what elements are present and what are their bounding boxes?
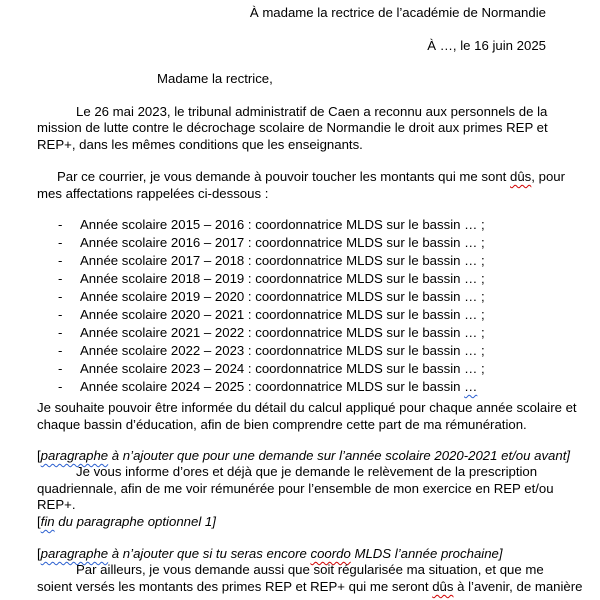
- grammar-check-word: paragraphe: [40, 546, 109, 561]
- para2-line: mes affectations rappelées ci-dessous :: [37, 186, 269, 201]
- grammar-check-word: fin: [40, 514, 55, 529]
- list-item: - Année scolaire 2023 – 2024 : coordonnatrice MLDS sur le bassin … ;: [58, 361, 485, 376]
- para3-line: Je souhaite pouvoir être informée du détail du calcul appliqué pour chaque année scolaire et: [37, 400, 577, 415]
- optional2-line: Par ailleurs, je vous demande aussi que soit régularisée ma situation, et que me: [76, 562, 544, 577]
- list-item: - Année scolaire 2015 – 2016 : coordonnatrice MLDS sur le bassin … ;: [58, 217, 485, 232]
- optional2-line: soient versés les montants des primes REP et REP+ qui me seront dûs à l’avenir, de manière: [37, 579, 583, 594]
- spellcheck-word: dûs: [432, 579, 454, 594]
- para1-line: mission de lutte contre le décrochage scolaire de Normandie le droit aux primes REP et: [37, 120, 548, 135]
- list-item: - Année scolaire 2024 – 2025 : coordonnatrice MLDS sur le bassin …: [58, 379, 478, 394]
- list-item: - Année scolaire 2017 – 2018 : coordonnatrice MLDS sur le bassin … ;: [58, 253, 485, 268]
- list-item: - Année scolaire 2021 – 2022 : coordonnatrice MLDS sur le bassin … ;: [58, 325, 485, 340]
- list-item: - Année scolaire 2018 – 2019 : coordonnatrice MLDS sur le bassin … ;: [58, 271, 485, 286]
- list-item: - Année scolaire 2019 – 2020 : coordonnatrice MLDS sur le bassin … ;: [58, 289, 485, 304]
- salutation: Madame la rectrice,: [157, 71, 273, 86]
- list-item: - Année scolaire 2020 – 2021 : coordonnatrice MLDS sur le bassin … ;: [58, 307, 485, 322]
- optional1-header: [paragraphe à n’ajouter que pour une demande sur l’année scolaire 2020-2021 et/ou avant]: [37, 448, 571, 463]
- place-date-line: À …, le 16 juin 2025: [427, 38, 546, 53]
- optional2-header: [paragraphe à n’ajouter que si tu seras encore coordo MLDS l’année prochaine]: [37, 546, 503, 561]
- optional1-footer: [fin du paragraphe optionnel 1]: [37, 514, 216, 529]
- para1-line: REP+, dans les mêmes conditions que les enseignants.: [37, 137, 363, 152]
- para3-line: chaque bassin d’éducation, afin de bien comprendre cette part de ma rémunération.: [37, 417, 527, 432]
- spellcheck-word: coordo: [310, 546, 351, 561]
- para2-line: Par ce courrier, je vous demande à pouvoir toucher les montants qui me sont dûs, pour: [57, 169, 566, 184]
- grammar-check-mark: …: [464, 379, 478, 394]
- spellcheck-word: dûs: [510, 169, 532, 184]
- optional1-line: REP+.: [37, 497, 76, 512]
- grammar-check-word: paragraphe: [40, 448, 109, 463]
- para1-line: Le 26 mai 2023, le tribunal administratif de Caen a reconnu aux personnels de la: [76, 104, 548, 119]
- optional1-line: quadriennale, afin de me voir rémunérée pour l’ensemble de mon exercice en REP et/ou: [37, 481, 554, 496]
- list-item: - Année scolaire 2022 – 2023 : coordonnatrice MLDS sur le bassin … ;: [58, 343, 485, 358]
- optional1-line: Je vous informe d’ores et déjà que je demande le relèvement de la prescription: [76, 464, 538, 479]
- recipient-line: À madame la rectrice de l’académie de Normandie: [249, 5, 546, 20]
- list-item: - Année scolaire 2016 – 2017 : coordonnatrice MLDS sur le bassin … ;: [58, 235, 485, 250]
